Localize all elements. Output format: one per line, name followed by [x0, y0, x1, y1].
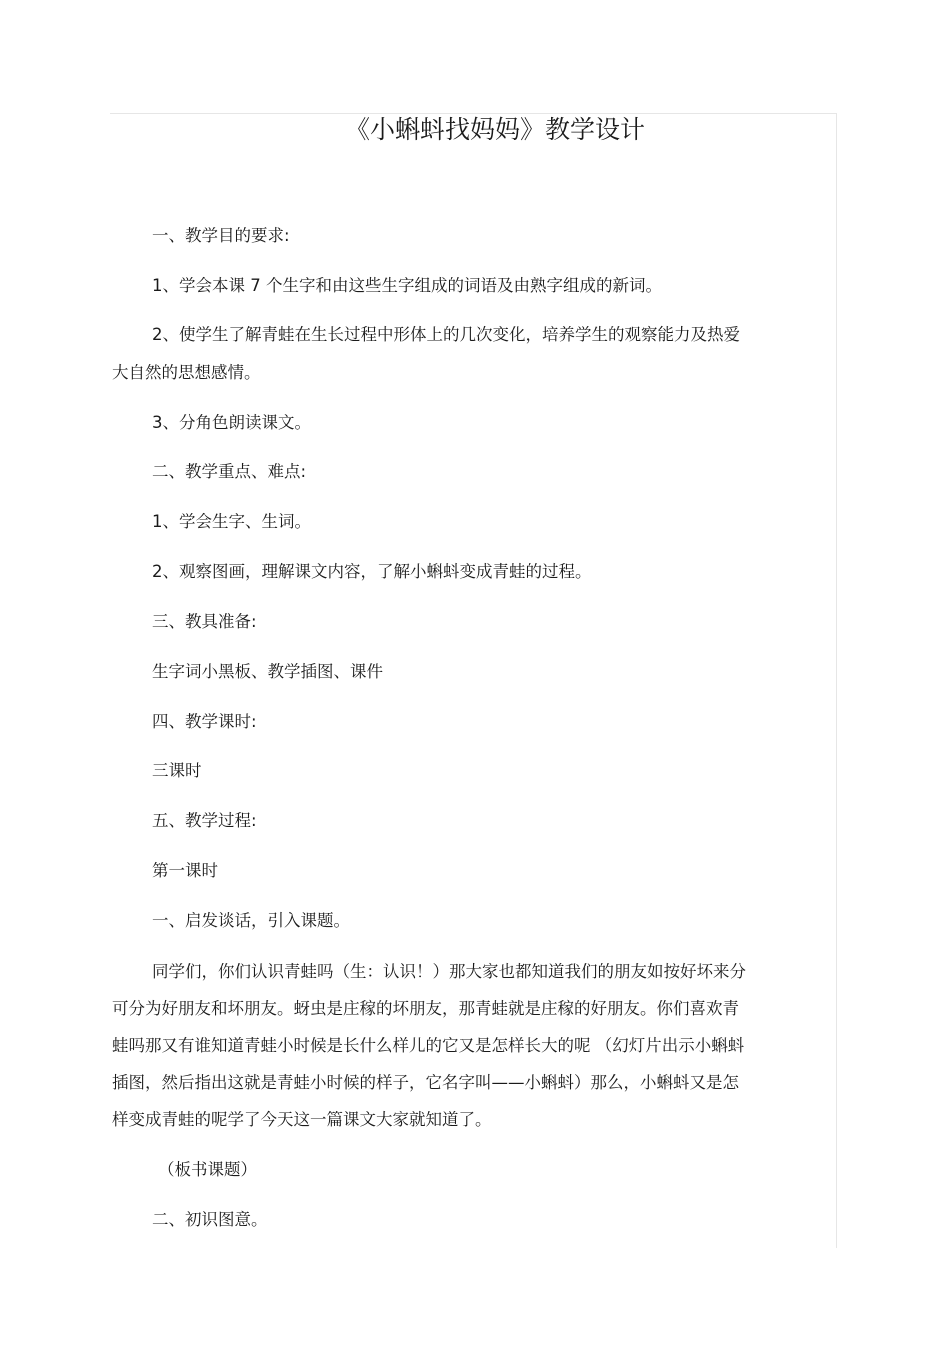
section-heading-materials: 三、教具准备:: [152, 612, 257, 631]
paragraph-line-3: 蛙吗那又有谁知道青蛙小时候是长什么样儿的它又是怎样长大的呢 （幻灯片出示小蝌蚪: [112, 1036, 745, 1055]
step-heading-introduction: 一、启发谈话，引入课题。: [152, 911, 350, 930]
section-heading-key-points: 二、教学重点、难点:: [152, 462, 307, 481]
key-point-item-1: 1、学会生字、生词。: [152, 512, 311, 531]
objective-item-2: 2、使学生了解青蛙在生长过程中形体上的几次变化，培养学生的观察能力及热爱: [152, 325, 740, 344]
section-heading-process: 五、教学过程:: [152, 811, 257, 830]
objective-item-3: 3、分角色朗读课文。: [152, 413, 311, 432]
periods-text: 三课时: [152, 761, 202, 780]
paragraph-line-5: 样变成青蛙的呢学了今天这一篇课文大家就知道了。: [112, 1110, 492, 1129]
paragraph-line-4: 插图，然后指出这就是青蛙小时候的样子，它名字叫——小蝌蚪）那么，小蝌蚪又是怎: [112, 1073, 739, 1092]
first-period-heading: 第一课时: [152, 861, 218, 880]
objective-item-2-continued: 大自然的思想感情。: [112, 363, 261, 382]
materials-text: 生字词小黑板、教学插图、课件: [152, 662, 383, 681]
paragraph-line-1: 同学们，你们认识青蛙吗（生：认识！）那大家也都知道我们的朋友如按好坏来分: [152, 962, 746, 981]
document-title: 《小蝌蚪找妈妈》教学设计: [344, 115, 645, 144]
key-point-item-2: 2、观察图画，理解课文内容，了解小蝌蚪变成青蛙的过程。: [152, 562, 592, 581]
paragraph-line-2: 可分为好朋友和坏朋友。蚜虫是庄稼的坏朋友，那青蛙就是庄稼的好朋友。你们喜欢青: [112, 999, 739, 1018]
step-heading-picture-reading: 二、初识图意。: [152, 1210, 268, 1229]
blackboard-title-note: （板书课题）: [158, 1160, 257, 1179]
section-heading-objectives: 一、教学目的要求:: [152, 226, 290, 245]
section-heading-periods: 四、教学课时:: [152, 712, 257, 731]
objective-item-1: 1、学会本课 7 个生字和由这些生字组成的词语及由熟字组成的新词。: [152, 276, 662, 295]
